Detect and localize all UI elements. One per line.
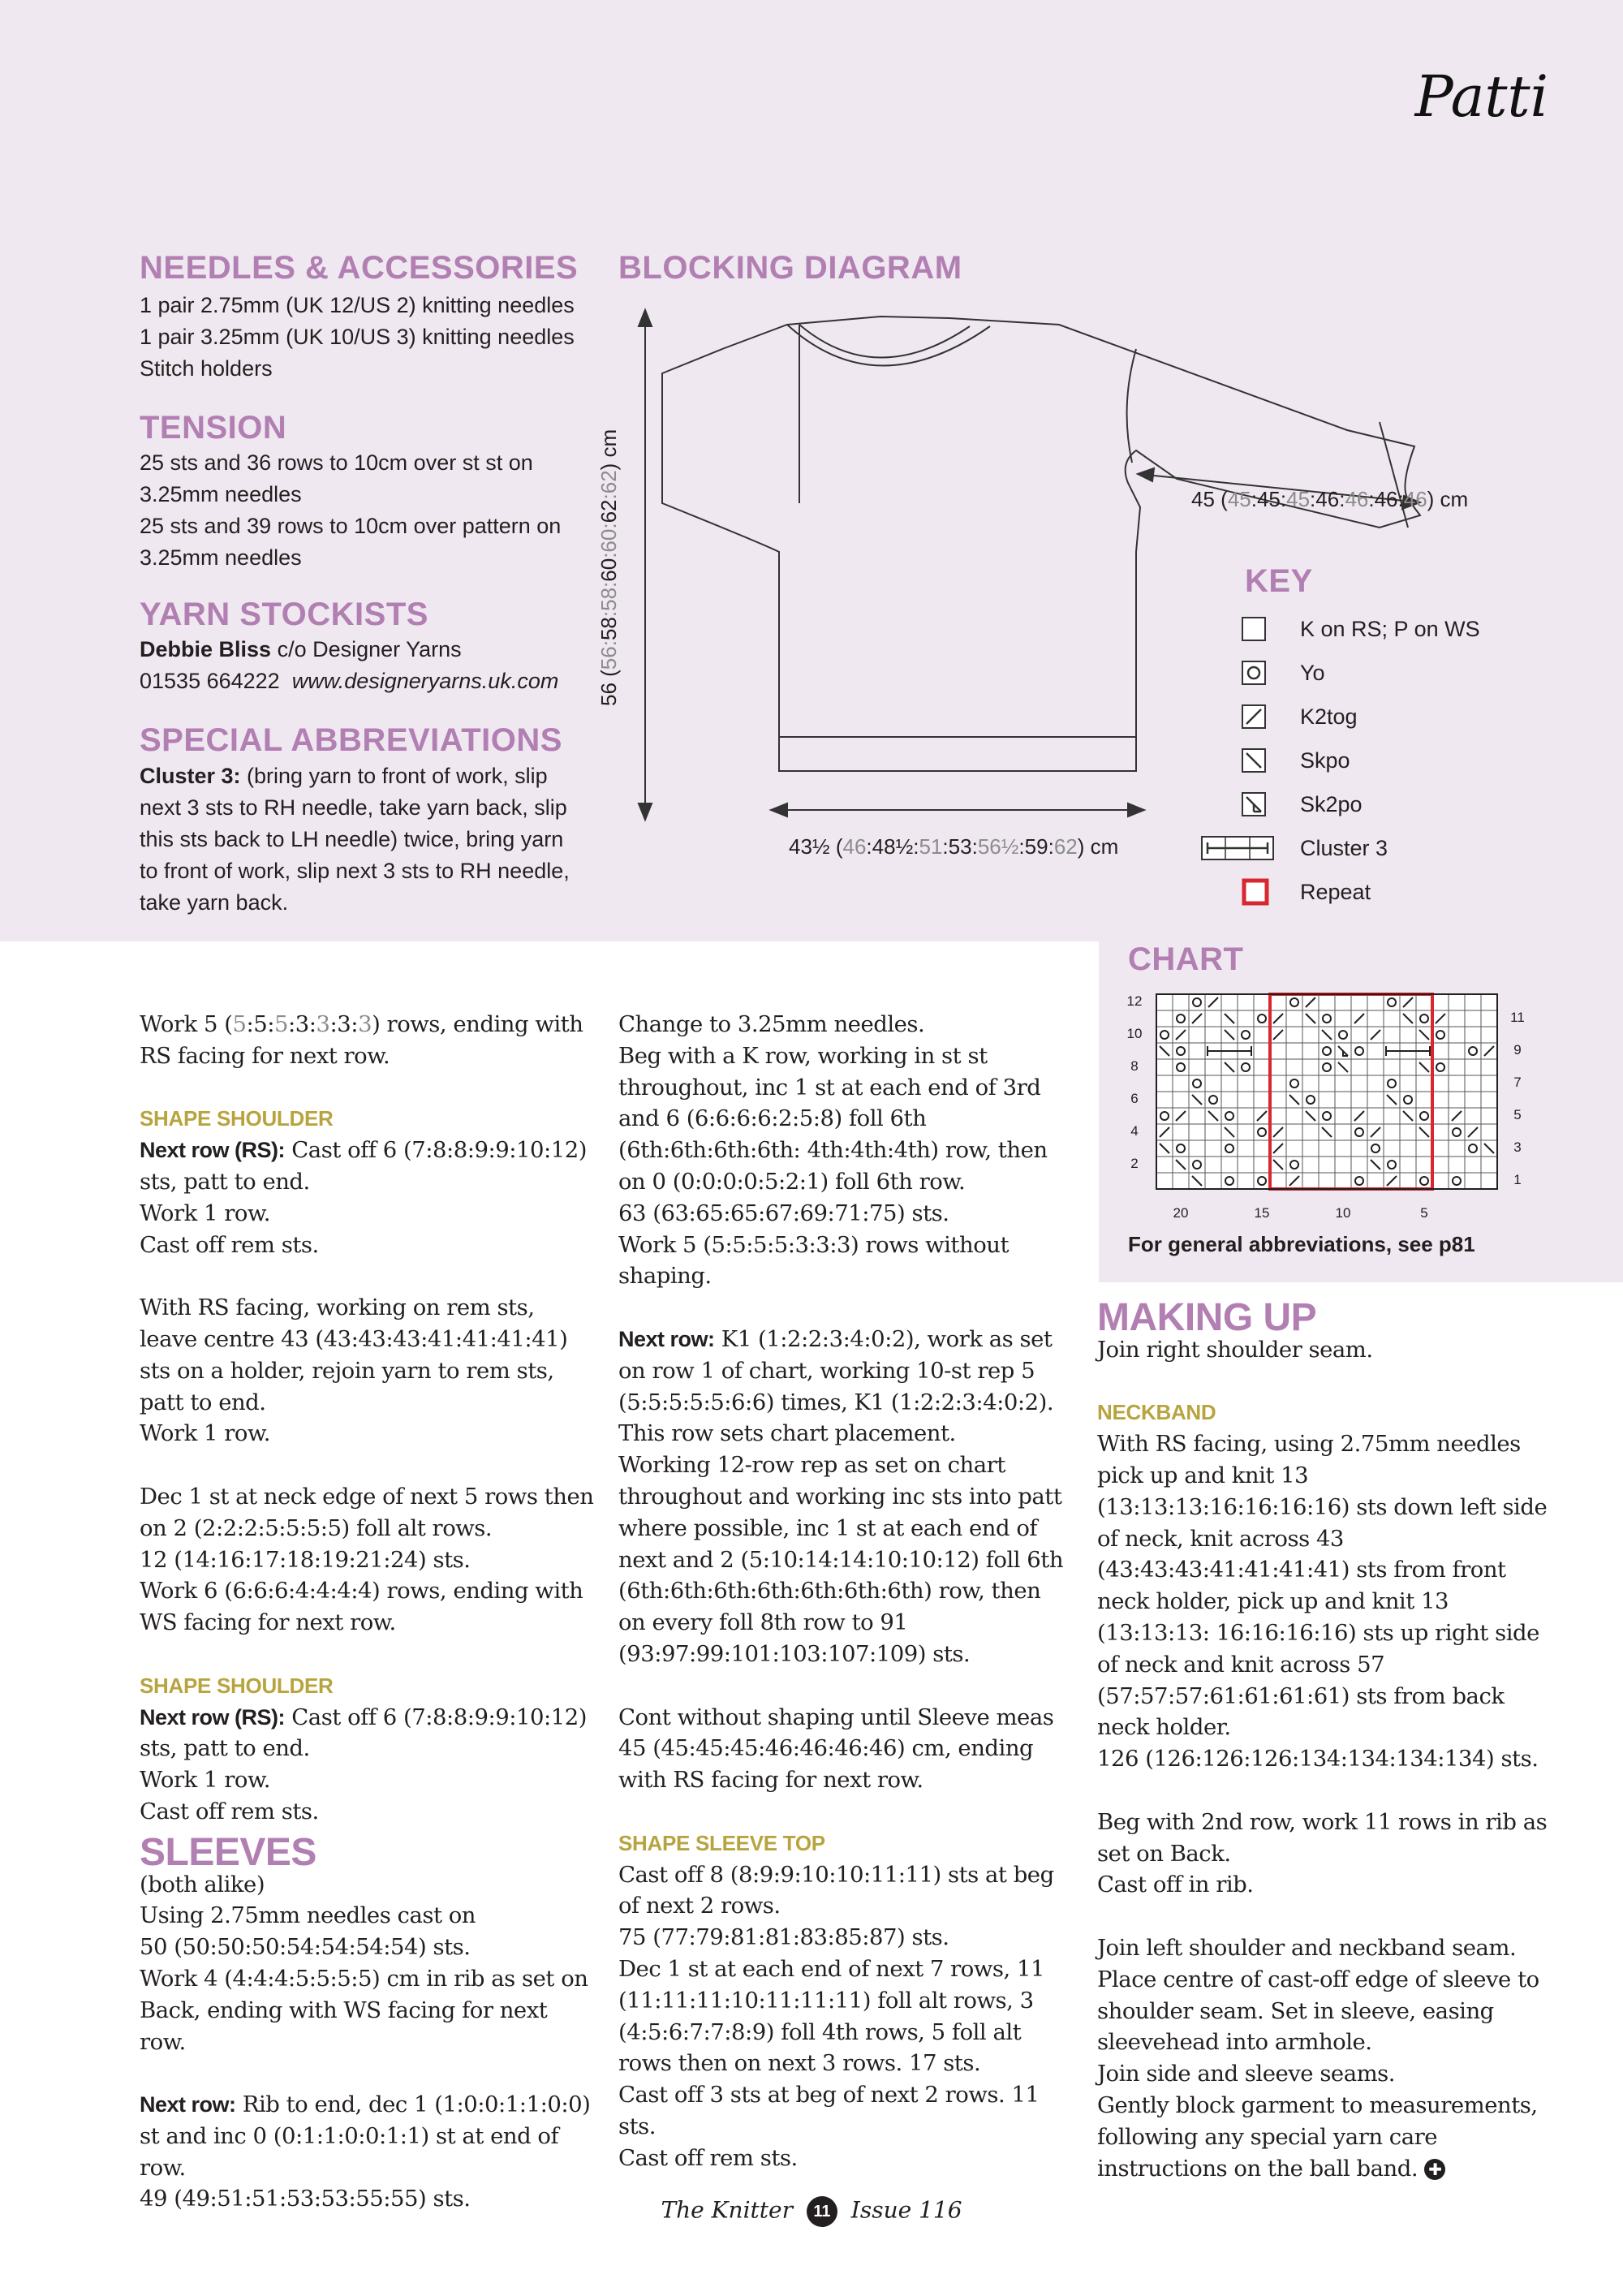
tension-line: 25 sts and 39 rows to 10cm over pattern on [140, 514, 562, 538]
paragraph: 50 (50:50:50:54:54:54:54) sts. [140, 1934, 471, 1961]
needles-list [140, 290, 575, 385]
tension-line: 3.25mm needles [140, 545, 302, 570]
issue-number: Issue 116 [850, 2196, 962, 2224]
size-value: 45 [1256, 487, 1281, 511]
row-number-left: 12 [1126, 993, 1143, 1009]
size-value: 62 [596, 470, 621, 494]
row-number-right: 3 [1513, 1139, 1522, 1155]
key-heading: KEY [1245, 563, 1313, 599]
end-mark-icon: ✚ [1424, 2159, 1445, 2180]
abbrev-line: to front of work, slip next 3 sts to RH needle, [140, 859, 570, 883]
key-item [1242, 744, 1350, 777]
size-value: 51 [919, 834, 943, 859]
column-3 [1097, 1296, 1552, 2184]
key-label: Repeat [1300, 879, 1371, 904]
blocking-diagram [601, 300, 1558, 868]
text: Cast off 6 (7:8:8:9:9:10:12) sts, patt to end. [140, 1704, 588, 1762]
paragraph: Change to 3.25mm needles. [618, 1011, 925, 1037]
size-value: 56 [596, 646, 621, 670]
length-measure [596, 429, 622, 706]
abbrev-line: this sts back to LH needle) twice, bring yarn [140, 827, 564, 851]
size-value: 45 [1286, 487, 1311, 511]
abbrev-line: take yarn back. [140, 890, 289, 915]
repeat-box-icon [1242, 878, 1269, 906]
lead: Next row (RS): [140, 1704, 286, 1730]
paragraph: Join side and sleeve seams. [1097, 2061, 1396, 2087]
paragraph [140, 1702, 594, 1765]
abbrev-line: next 3 sts to RH needle, take yarn back, slip [140, 795, 567, 820]
width-end: ) cm [1077, 834, 1119, 859]
column-1 [140, 1009, 594, 2215]
text: K1 (1:2:2:3:4:0:2), work as set on row 1 of chart, working 10-st rep 5 (5:5:5:5:5:6:6) times, K1 (1:2:2:3:4:0:2). This row sets chart placement. [618, 1325, 1054, 1447]
size-value: 53 [948, 834, 972, 859]
paragraph: Cast off 3 sts at beg of next 2 rows. 11 sts. [618, 2082, 1040, 2139]
tension-heading: TENSION [140, 410, 287, 446]
paragraph: Cast off in rib. [1097, 1872, 1254, 1898]
col-number: 15 [1254, 1205, 1270, 1221]
size-value: 48½ [872, 834, 914, 859]
paragraph [618, 1324, 1073, 1450]
text: Gently block garment to measurements, following any special yarn care instructions on the ball band. [1097, 2091, 1538, 2182]
sk2po-icon [1242, 792, 1266, 816]
k2tog-icon [1242, 704, 1266, 729]
paragraph: Using 2.75mm needles cast on [140, 1902, 476, 1929]
width-arrow-right [1128, 803, 1144, 816]
col-number: 20 [1173, 1205, 1189, 1221]
size-value: 60 [596, 558, 621, 582]
key-item [1242, 788, 1363, 821]
key-item [1242, 876, 1371, 908]
key-label: K2tog [1300, 704, 1358, 729]
length-arrow-bottom [639, 803, 652, 820]
key-label: Cluster 3 [1300, 835, 1388, 860]
stitch-chart [1120, 986, 1558, 1230]
lead: Next row (RS): [140, 1138, 286, 1163]
paragraph: Cast off rem sts. [140, 1798, 319, 1824]
skpo-icon [1242, 748, 1266, 773]
paragraph: Cont without shaping until Sleeve meas 45 (45:45:45:46:46:46:46) cm, ending with RS facing for next row. [618, 1704, 1054, 1794]
length-values: 56:58:58:60:60:62:62 [596, 470, 621, 670]
magazine-name: The Knitter [661, 2196, 793, 2224]
chart-note: For general abbreviations, see p81 [1128, 1232, 1475, 1256]
row-number-left: 10 [1126, 1026, 1143, 1041]
paragraph: Cast off rem sts. [618, 2144, 798, 2171]
key-item [1201, 832, 1388, 864]
size-value: 46 [1315, 487, 1340, 511]
col-number: 5 [1420, 1205, 1428, 1221]
row-number-left: 4 [1130, 1123, 1139, 1139]
size-value: 46 [1345, 487, 1369, 511]
paragraph: Work 5 (5:5:5:5:3:3:3) rows without shaping. [618, 1231, 1010, 1290]
text: Work 5 ( [140, 1011, 233, 1037]
row-number-right: 1 [1513, 1172, 1522, 1187]
tension-list [140, 447, 561, 574]
paragraph [140, 2089, 594, 2183]
neckband-outer [787, 325, 990, 366]
text: Cast off 6 (7:8:8:9:9:10:12) sts, patt to end. [140, 1137, 588, 1195]
paragraph: With RS facing, using 2.75mm needles pick up and knit 13 (13:13:13:16:16:16:16) sts down left side of neck, knit across 43 (43:43:43:41:41:41:41) sts from front neck holder, pick up and knit 13 (13:13:13: 16:16:16:16) sts up right side of neck and knit across 57 (57:57:57:61:61:61:61) sts from back neck holder. [1097, 1431, 1548, 1741]
footer [0, 2196, 1623, 2227]
abbrev-line: (bring yarn to front of work, slip [240, 764, 548, 788]
size-value: 58 [596, 617, 621, 641]
size-value: 62 [596, 499, 621, 523]
size-value: 60 [596, 528, 621, 553]
paragraph: Dec 1 st at each end of next 7 rows, 11 (11:11:11:10:11:11:11) foll alt rows, 3 (4:5:6:7:7:8:9) foll 4th rows, 5 foll alt rows then on next 3 rows. 17 sts. [618, 1955, 1044, 2077]
col-number: 10 [1335, 1205, 1351, 1221]
row-number-left: 2 [1130, 1156, 1139, 1171]
needles-line: Stitch holders [140, 356, 273, 381]
page-title: Patti [1414, 63, 1548, 130]
subheading: SHAPE SHOULDER [140, 1106, 334, 1131]
paragraph: 49 (49:51:51:53:53:55:55) sts. [140, 2186, 471, 2212]
paragraph: Beg with 2nd row, work 11 rows in rib as set on Back. [1097, 1808, 1548, 1867]
paragraph: Work 5 (5:5:5:3:3:3:3) rows, ending with RS facing for next row. [140, 1011, 583, 1069]
key-item [1242, 700, 1358, 733]
size-value: 46 [842, 834, 867, 859]
key-item [1242, 613, 1480, 645]
sleeve-arrow-left [1138, 468, 1154, 481]
chart-heading: CHART [1128, 941, 1244, 977]
abbrev-text [140, 760, 594, 919]
row-number-right: 7 [1513, 1075, 1522, 1090]
section-heading: SLEEVES [140, 1830, 316, 1874]
size-value: 58 [596, 587, 621, 611]
yarn-phone: 01535 664222 [140, 669, 280, 693]
key-label: Yo [1300, 660, 1325, 685]
width-main: 43½ ( [789, 834, 843, 859]
paragraph: Work 6 (6:6:6:4:4:4:4) rows, ending with WS facing for next row. [140, 1578, 583, 1636]
paragraph [140, 1135, 594, 1198]
blocking-heading: BLOCKING DIAGRAM [618, 250, 962, 286]
paragraph: With RS facing, working on rem sts, leave centre 43 (43:43:43:41:41:41:41) sts on a holder, rejoin yarn to rem sts, patt to end. [140, 1294, 568, 1415]
paragraph: Work 1 row. [140, 1767, 270, 1794]
paragraph: 126 (126:126:126:134:134:134:134) sts. [1097, 1746, 1539, 1773]
length-arrow-top [639, 310, 652, 326]
paragraph: 12 (14:16:17:18:19:21:24) sts. [140, 1546, 471, 1573]
paragraph: Join left shoulder and neckband seam. Place centre of cast-off edge of sleeve to shoulder seam. Set in sleeve, easing sleevehead into armhole. [1097, 1934, 1539, 2056]
sleeve-main: 45 ( [1191, 487, 1228, 511]
yarn-info [140, 634, 558, 697]
section-heading: MAKING UP [1097, 1296, 1317, 1339]
paragraph: Work 4 (4:4:4:5:5:5:5) cm in rib as set on Back, ending with WS facing for next row. [140, 1965, 588, 2055]
needles-heading: NEEDLES & ACCESSORIES [140, 250, 579, 286]
size-value: 62 [1053, 834, 1078, 859]
paragraph: 63 (63:65:65:67:69:71:75) sts. [618, 1200, 949, 1226]
yarn-heading: YARN STOCKISTS [140, 597, 428, 632]
subheading: SHAPE SHOULDER [140, 1673, 334, 1698]
width-arrow-left [771, 803, 787, 816]
tension-line: 25 sts and 36 rows to 10cm over st st on [140, 450, 533, 475]
row-number-right: 11 [1510, 1010, 1525, 1025]
abbrev-term: Cluster 3: [140, 764, 241, 788]
text: ) rows, ending with RS facing for next row. [140, 1011, 583, 1069]
key-label: Skpo [1300, 747, 1350, 773]
yarn-brand: Debbie Bliss [140, 637, 272, 661]
width-measure: 43½ (46:48½:51:53:56½:59:62) cm [789, 834, 1119, 859]
lead: Next row: [618, 1326, 715, 1351]
sleeve-seam [1127, 349, 1136, 463]
subheading: NECKBAND [1097, 1400, 1216, 1425]
lead: Next row: [140, 2092, 236, 2117]
page-number: 11 [807, 2196, 837, 2227]
needles-line: 1 pair 2.75mm (UK 12/US 2) knitting needles [140, 293, 575, 317]
key-label: Sk2po [1300, 791, 1363, 816]
yo-icon [1242, 661, 1266, 685]
needles-line: 1 pair 3.25mm (UK 10/US 3) knitting needles [140, 325, 575, 349]
empty-square-icon [1242, 617, 1266, 641]
size-value: 46 [1374, 487, 1398, 511]
key-label: K on RS; P on WS [1300, 616, 1480, 641]
paragraph: Working 12-row rep as set on chart throughout and working inc sts into patt where possible, inc 1 st at each end of next and 2 (5:10:14:14:10:10:12) foll 6th (6th:6th:6th:6th:6th:6th:6th) row, then on every foll 8th row to 91 (93:97:99:101:103:107:109) sts. [618, 1452, 1064, 1667]
paragraph: Work 1 row. [140, 1200, 270, 1226]
paragraph: 75 (77:79:81:81:83:85:87) sts. [618, 1924, 949, 1951]
size-value: 45 [1227, 487, 1251, 511]
paragraph: Join right shoulder seam. [1097, 1336, 1373, 1363]
cluster-3-icon [1201, 836, 1274, 860]
length-end: ) cm [596, 429, 621, 471]
length-main: 56 ( [596, 670, 621, 706]
paragraph: Dec 1 st at neck edge of next 5 rows then on 2 (2:2:2:5:5:5:5) foll alt rows. [140, 1483, 594, 1541]
column-2 [618, 1009, 1073, 2173]
yarn-distributor: c/o Designer Yarns [271, 637, 462, 661]
abbrev-heading: SPECIAL ABBREVIATIONS [140, 722, 562, 758]
key-item [1242, 657, 1325, 689]
size-value: 46 [1403, 487, 1427, 511]
row-number-right: 5 [1513, 1107, 1522, 1122]
row-number-left: 8 [1130, 1058, 1139, 1074]
subheading: SHAPE SLEEVE TOP [618, 1830, 825, 1855]
paragraph: Beg with a K row, working in st st throughout, inc 1 st at each end of 3rd and 6 (6:6:6:6:2:5:8) foll 6th (6th:6th:6th:6th: 4th:4th:4th) row, then on 0 (0:0:0:0:5:2:1) foll 6th row. [618, 1042, 1048, 1195]
size-value: 56½ [977, 834, 1019, 859]
paragraph: (both alike) [140, 1871, 265, 1898]
sleeve-end: ) cm [1427, 487, 1469, 511]
text: Rib to end, dec 1 (1:0:0:1:1:0:0) st and inc 0 (0:1:1:0:0:1:1) st at end of row. [140, 2091, 591, 2181]
row-number-left: 6 [1130, 1091, 1139, 1106]
paragraph: Cast off 8 (8:9:9:10:10:11:11) sts at beg of next 2 rows. [618, 1861, 1054, 1919]
size-value: 59 [1024, 834, 1048, 859]
paragraph [1097, 2090, 1552, 2184]
tension-line: 3.25mm needles [140, 482, 302, 506]
sleeve-measure: 45 (45:45:45:46:46:46:46) cm [1191, 487, 1469, 511]
row-number-right: 9 [1513, 1042, 1522, 1058]
paragraph: Cast off rem sts. [140, 1231, 319, 1258]
yarn-website[interactable]: www.designeryarns.uk.com [291, 669, 559, 693]
paragraph: Work 1 row. [140, 1420, 270, 1447]
